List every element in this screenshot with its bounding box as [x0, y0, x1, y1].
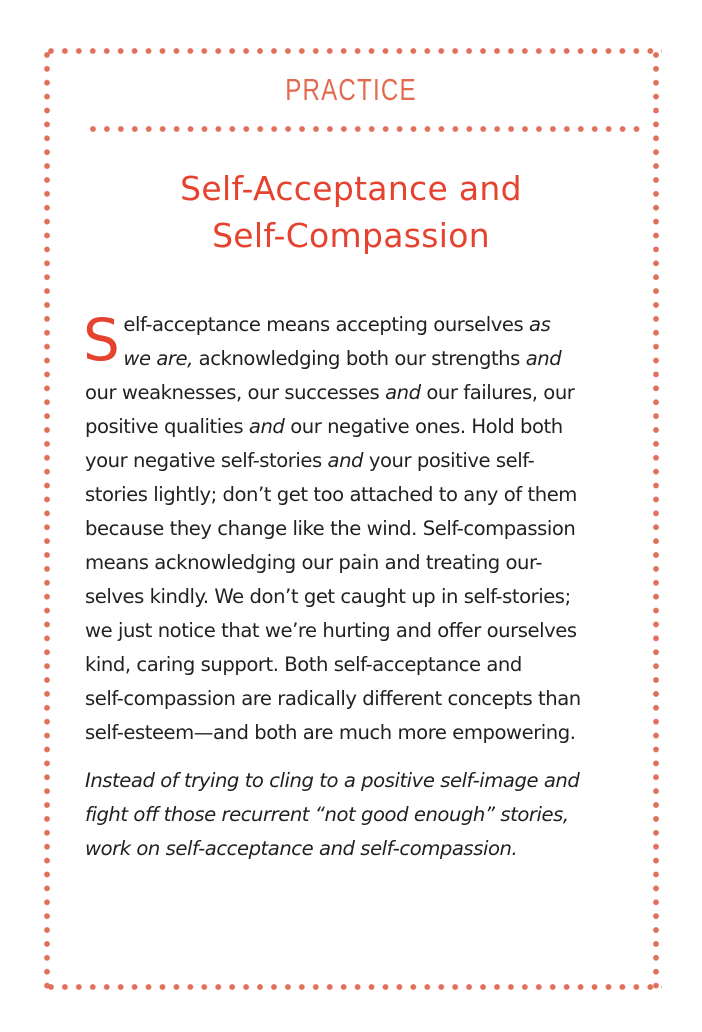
text-line: selves kindly. We don’t get caught up in self-stories;: [85, 585, 571, 608]
text-line: because they change like the wind. Self-compassion: [85, 517, 576, 540]
text-line: kind, caring support. Both self-acceptance and: [85, 653, 522, 676]
text-line: stories lightly; don’t get too attached to any of them: [85, 483, 577, 506]
dotted-border-top: [44, 48, 662, 54]
italic-run: and: [525, 347, 562, 370]
title-line-2: Self-Compassion: [212, 216, 490, 255]
italic-run: and: [248, 415, 285, 438]
text-run: positive qualities: [85, 415, 249, 438]
main-paragraph: [85, 308, 625, 750]
text-run: your positive self-: [363, 449, 535, 472]
text-line: [85, 444, 625, 478]
italic-run: as: [529, 313, 551, 336]
text-line: [85, 308, 625, 342]
text-line: [85, 376, 625, 410]
italic-run: and: [385, 381, 421, 404]
text-line: [85, 410, 625, 444]
text-line: self-esteem—and both are much more empowering.: [85, 721, 576, 744]
text-line: means acknowledging our pain and treating our-: [85, 551, 542, 574]
section-label: PRACTICE: [285, 72, 417, 107]
text-line: Instead of trying to cling to a positive self-image and: [85, 769, 580, 792]
text-line: [85, 342, 625, 376]
dotted-border-bottom: [44, 984, 662, 990]
text-line: self-compassion are radically different concepts than: [85, 687, 581, 710]
text-line: fight off those recurrent “not good enough” stories,: [85, 803, 569, 826]
text-line: we just notice that we’re hurting and offer ourselves: [85, 619, 577, 642]
body-text: [85, 308, 625, 866]
text-run: our failures, our: [420, 381, 575, 404]
page-title: [0, 165, 702, 259]
drop-cap: S: [83, 306, 120, 374]
text-run: acknowledging both our strengths: [192, 347, 526, 370]
text-line: work on self-acceptance and self-compassion.: [85, 837, 518, 860]
closing-paragraph: [85, 764, 625, 866]
dotted-divider: [86, 126, 646, 132]
italic-run: we are,: [123, 347, 193, 370]
text-run: our negative ones. Hold both: [284, 415, 563, 438]
text-run: your negative self-stories: [85, 449, 328, 472]
title-line-1: Self-Acceptance and: [180, 169, 522, 208]
text-run: our weaknesses, our successes: [85, 381, 386, 404]
italic-run: and: [327, 449, 364, 472]
text-run: elf-acceptance means accepting ourselves: [123, 313, 530, 336]
